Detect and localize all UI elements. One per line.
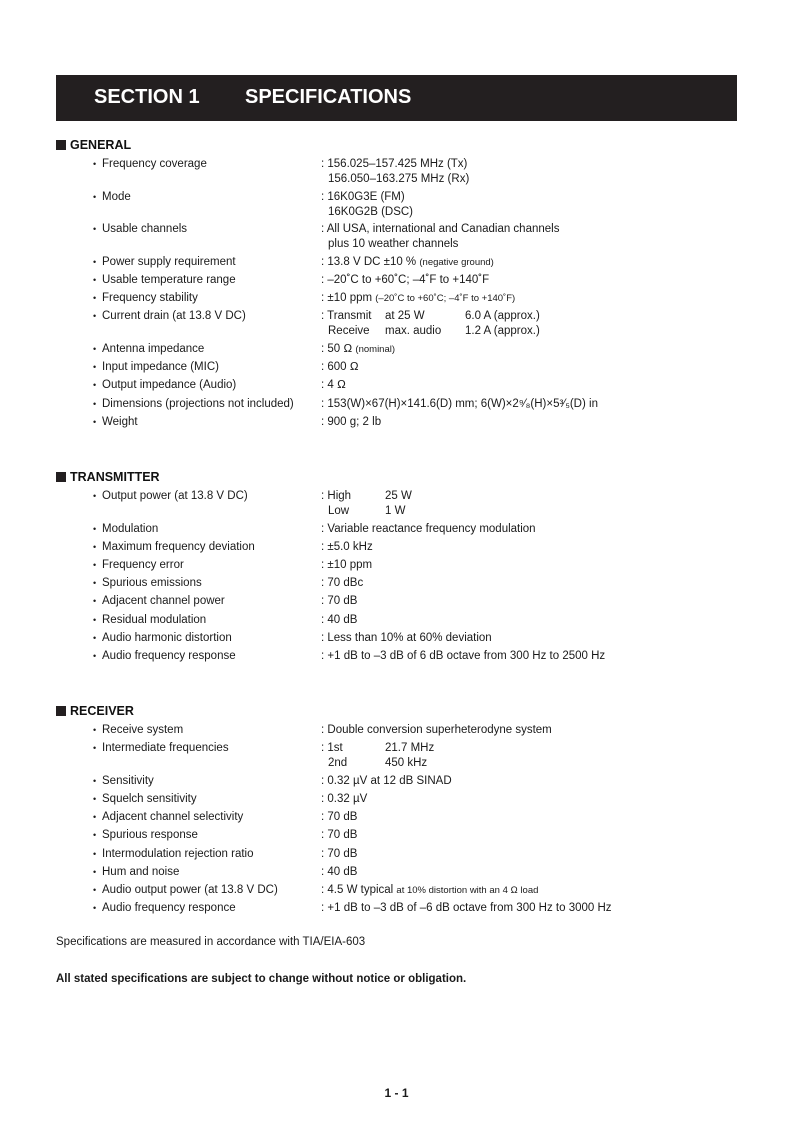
- spec-row: • Output impedance (Audio) : 4 Ω: [93, 379, 346, 391]
- spec-label: Audio harmonic distortion: [102, 632, 232, 644]
- spec-label: Frequency error: [102, 559, 184, 571]
- spec-value: : ±10 ppm: [321, 292, 373, 304]
- spec-row: • Frequency stability : ±10 ppm (–20˚C to +60˚C; –4˚F to +140˚F): [93, 292, 516, 304]
- spec-label: Input impedance (MIC): [102, 361, 219, 373]
- transmitter-heading: TRANSMITTER: [56, 470, 160, 484]
- spec-note: (negative ground): [419, 257, 494, 268]
- if-stage: 2nd: [328, 757, 348, 769]
- current-value: 6.0 A (approx.): [465, 310, 540, 322]
- if-stage: : 1st: [321, 742, 343, 754]
- power-value: 25 W: [385, 490, 412, 502]
- spec-value: : 4.5 W typical: [321, 884, 394, 896]
- spec-row: • Frequency coverage : 156.025–157.425 MHz (Tx) 156.050–163.275 MHz (Rx): [93, 158, 470, 185]
- spec-value: : +1 dB to –3 dB of –6 dB octave from 300 Hz to 3000 Hz: [321, 902, 612, 914]
- section-number: SECTION 1: [94, 86, 200, 108]
- spec-row: • Output power (at 13.8 V DC) : High 25 W Low 1 W: [93, 490, 412, 517]
- spec-value: : 600 Ω: [321, 361, 359, 373]
- spec-row: • Residual modulation : 40 dB: [93, 614, 358, 626]
- spec-row: • Usable temperature range : –20˚C to +60˚C; –4˚F to +140˚F: [93, 274, 490, 286]
- spec-row: • Intermodulation rejection ratio : 70 dB: [93, 848, 358, 860]
- spec-value: : 40 dB: [321, 614, 358, 626]
- spec-label: Audio frequency responce: [102, 902, 236, 914]
- spec-note: at 10% distortion with an 4 Ω load: [396, 885, 539, 896]
- spec-label: Power supply requirement: [102, 256, 236, 268]
- section-title: SPECIFICATIONS: [245, 86, 412, 108]
- spec-row: • Weight : 900 g; 2 lb: [93, 416, 382, 428]
- spec-label: Intermediate frequencies: [102, 742, 229, 754]
- current-mode: : Transmit: [321, 310, 372, 322]
- spec-label: Squelch sensitivity: [102, 793, 197, 805]
- current-condition: at 25 W: [385, 310, 425, 322]
- spec-row: • Audio frequency responce : +1 dB to –3 dB of –6 dB octave from 300 Hz to 3000 Hz: [93, 902, 612, 914]
- spec-value: : 16K0G3E (FM): [321, 191, 405, 203]
- spec-value: : 900 g; 2 lb: [321, 416, 382, 428]
- spec-row: • Sensitivity : 0.32 µV at 12 dB SINAD: [93, 775, 452, 787]
- disclaimer-note: All stated specifications are subject to change without notice or obligation.: [56, 973, 467, 985]
- general-heading: GENERAL: [56, 138, 131, 152]
- spec-label: Audio frequency response: [102, 650, 236, 662]
- spec-label: Frequency coverage: [102, 158, 207, 170]
- spec-row: • Receive system : Double conversion superheterodyne system: [93, 724, 552, 736]
- spec-row: • Power supply requirement : 13.8 V DC ±10 % (negative ground): [93, 256, 494, 268]
- power-level: Low: [328, 505, 350, 517]
- square-bullet-icon: [56, 706, 66, 716]
- spec-value: : Less than 10% at 60% deviation: [321, 632, 492, 644]
- spec-label: Audio output power (at 13.8 V DC): [102, 884, 278, 896]
- spec-value-line2: 16K0G2B (DSC): [328, 206, 414, 218]
- square-bullet-icon: [56, 472, 66, 482]
- receiver-heading: RECEIVER: [56, 704, 134, 718]
- spec-row: • Usable channels : All USA, international and Canadian channels plus 10 weather channels: [93, 223, 560, 250]
- spec-row: • Spurious emissions : 70 dBc: [93, 577, 364, 589]
- spec-label: Sensitivity: [102, 775, 154, 787]
- spec-value: : 156.025–157.425 MHz (Tx): [321, 158, 468, 170]
- spec-label: Output power (at 13.8 V DC): [102, 490, 248, 502]
- spec-value: : 40 dB: [321, 866, 358, 878]
- spec-value: : Variable reactance frequency modulation: [321, 523, 536, 535]
- power-level: : High: [321, 490, 352, 502]
- spec-value: : All USA, international and Canadian channels: [321, 223, 560, 235]
- spec-value: : 0.32 µV at 12 dB SINAD: [321, 775, 452, 787]
- spec-value: : 0.32 µV: [321, 793, 368, 805]
- spec-row: • Spurious response : 70 dB: [93, 829, 358, 841]
- spec-value-line2: 156.050–163.275 MHz (Rx): [328, 173, 470, 185]
- spec-label: Usable temperature range: [102, 274, 236, 286]
- spec-row: • Audio output power (at 13.8 V DC) : 4.5 W typical at 10% distortion with an 4 Ω load: [93, 884, 539, 896]
- spec-label: Spurious emissions: [102, 577, 202, 589]
- spec-row: • Adjacent channel selectivity : 70 dB: [93, 811, 358, 823]
- spec-label: Adjacent channel selectivity: [102, 811, 244, 823]
- spec-label: Mode: [102, 191, 131, 203]
- spec-label: Intermodulation rejection ratio: [102, 848, 254, 860]
- spec-label: Residual modulation: [102, 614, 207, 626]
- spec-label: Frequency stability: [102, 292, 198, 304]
- spec-label: Antenna impedance: [102, 343, 205, 355]
- spec-value: : 70 dB: [321, 848, 358, 860]
- measurement-note: Specifications are measured in accordance with TIA/EIA-603: [56, 936, 366, 948]
- spec-value-line2: plus 10 weather channels: [328, 238, 459, 250]
- spec-row: • Antenna impedance : 50 Ω (nominal): [93, 343, 396, 355]
- if-value: 450 kHz: [385, 757, 428, 769]
- spec-label: Usable channels: [102, 223, 188, 235]
- spec-row: • Intermediate frequencies : 1st 21.7 MHz 2nd 450 kHz: [93, 742, 435, 769]
- current-condition: max. audio: [385, 325, 442, 337]
- page-number: 1 - 1: [384, 1086, 409, 1100]
- spec-value: : 70 dB: [321, 811, 358, 823]
- spec-label: Output impedance (Audio): [102, 379, 237, 391]
- spec-row: • Audio harmonic distortion : Less than 10% at 60% deviation: [93, 632, 492, 644]
- power-value: 1 W: [385, 505, 406, 517]
- spec-value: : 50 Ω: [321, 343, 353, 355]
- spec-label: Modulation: [102, 523, 159, 535]
- spec-value: : 70 dB: [321, 829, 358, 841]
- spec-row: • Mode : 16K0G3E (FM) 16K0G2B (DSC): [93, 191, 414, 218]
- spec-value: : Double conversion superheterodyne system: [321, 724, 552, 736]
- current-mode: Receive: [328, 325, 370, 337]
- spec-row: • Dimensions (projections not included) : 153(W)×67(H)×141.6(D) mm; 6(W)×2⁹⁄₈(H)×5³⁄₅(D) in: [93, 398, 598, 410]
- spec-label: Dimensions (projections not included): [102, 398, 294, 410]
- spec-label: Adjacent channel power: [102, 595, 225, 607]
- spec-value: : 13.8 V DC ±10 %: [321, 256, 417, 268]
- spec-note: (–20˚C to +60˚C; –4˚F to +140˚F): [375, 293, 516, 304]
- if-value: 21.7 MHz: [385, 742, 435, 754]
- section-banner: [56, 75, 737, 121]
- spec-label: Receive system: [102, 724, 184, 736]
- spec-value: : ±10 ppm: [321, 559, 373, 571]
- spec-value: : 70 dBc: [321, 577, 364, 589]
- spec-row: • Modulation : Variable reactance frequency modulation: [93, 523, 536, 535]
- spec-note: (nominal): [355, 344, 396, 355]
- spec-row: • Maximum frequency deviation : ±5.0 kHz: [93, 541, 373, 553]
- spec-label: Current drain (at 13.8 V DC): [102, 310, 246, 322]
- current-value: 1.2 A (approx.): [465, 325, 540, 337]
- spec-row: • Frequency error : ±10 ppm: [93, 559, 373, 571]
- spec-row: • Input impedance (MIC) : 600 Ω: [93, 361, 359, 373]
- spec-row: • Hum and noise : 40 dB: [93, 866, 358, 878]
- spec-value: : +1 dB to –3 dB of 6 dB octave from 300 Hz to 2500 Hz: [321, 650, 606, 662]
- spec-value: : 153(W)×67(H)×141.6(D) mm; 6(W)×2⁹⁄₈(H)×5³⁄₅(D) in: [321, 398, 598, 410]
- spec-row: • Adjacent channel power : 70 dB: [93, 595, 358, 607]
- spec-label: Spurious response: [102, 829, 198, 841]
- spec-row: • Audio frequency response : +1 dB to –3 dB of 6 dB octave from 300 Hz to 2500 Hz: [93, 650, 606, 662]
- spec-value: : –20˚C to +60˚C; –4˚F to +140˚F: [321, 274, 490, 286]
- spec-row: • Squelch sensitivity : 0.32 µV: [93, 793, 368, 805]
- spec-label: Maximum frequency deviation: [102, 541, 255, 553]
- spec-value: : 4 Ω: [321, 379, 346, 391]
- spec-value: : 70 dB: [321, 595, 358, 607]
- spec-label: Hum and noise: [102, 866, 180, 878]
- spec-label: Weight: [102, 416, 138, 428]
- square-bullet-icon: [56, 140, 66, 150]
- spec-row: • Current drain (at 13.8 V DC) : Transmit at 25 W 6.0 A (approx.) Receive max. audio 1.2 A (approx.): [93, 310, 540, 337]
- spec-value: : ±5.0 kHz: [321, 541, 373, 553]
